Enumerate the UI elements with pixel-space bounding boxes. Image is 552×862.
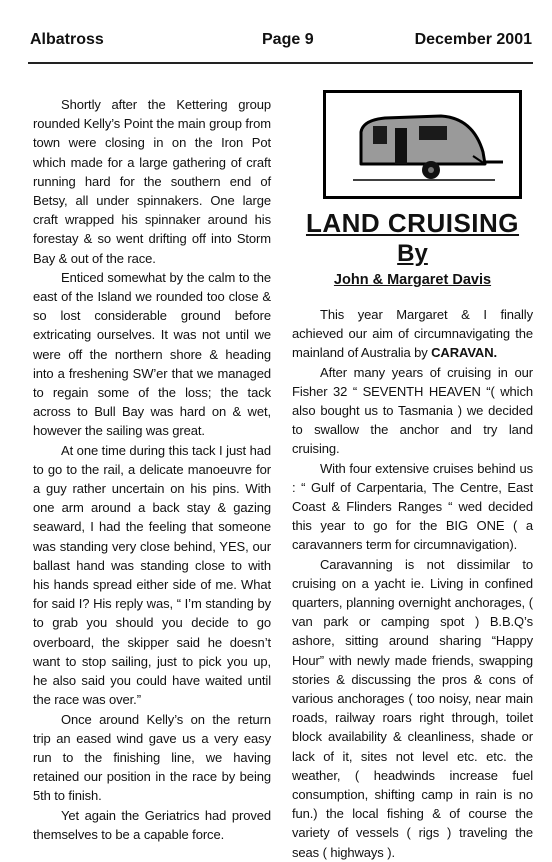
page-number: Page 9 [262,31,314,48]
paragraph: At one time during this tack I just had to go to the rail, a delicate manoeuvre for a guy rather uncertain on his pins. With one arm around a back stay & gazing seaward, I had the feeling that someone was standing very close behind, YES, our ballast hand was standing close to with his hands spread either side of me. What for said I? His reply was, “ I’m standing by to grab you should you decide to go overboard, the skipper said he doesn’t want to stop sailing, just to pick you up, he also said you could have waited until the race was over.” [33,442,271,708]
page-header [30,31,532,55]
article-authors: John & Margaret Davis [333,272,492,288]
article-title-block [292,207,533,290]
publication-name: Albatross [30,31,104,48]
paragraph-text: This year Margaret & I finally achieved our aim of circumnavigating the mainland of Australia by [292,307,533,361]
issue-date: December 2001 [414,31,532,48]
caravan-icon [323,90,522,199]
left-column-article [33,95,271,844]
paragraph: Yet again the Geriatrics had proved themselves to be a capable force. [33,807,271,842]
paragraph: Shortly after the Kettering group rounded Kelly’s Point the main group from town were closing in on the Iron Pot which made for a large gathering of craft running hard for the southern end of Betsy, all under spinnakers. One large craft wrapped his spinnaker around his forestay & so went drifting off into Storm Bay & out of the race. [33,97,271,266]
paragraph [292,305,533,363]
paragraph: Once around Kelly’s on the return trip an eased wind gave us a very easy run to the finishing line, we having retained our position in the race by being 5th to finish. [33,711,271,804]
header-rule [28,62,533,64]
article-title: LAND CRUISING [305,208,520,238]
paragraph-bold-text: CARAVAN. [431,345,498,361]
right-column-article [292,305,533,862]
paragraph: Enticed somewhat by the calm to the east of the Island we rounded too close & so lost considerable ground before extricating ourselves. It was not until we were off the northern shore & heading into a freshening SW’er that we managed to regain some of the loss; the tack across to Bull Bay was hard on & wet, however the sailing was great. [33,269,271,439]
paragraph: With four extensive cruises behind us : “ Gulf of Carpentaria, The Centre, East Coast & Flinders Ranges “ wed decided this year to go for the BIG ONE ( a caravanners term for circumnavigation). [292,460,533,553]
caravan-illustration [323,90,522,199]
byline-by: By [397,240,428,267]
paragraph: After many years of cruising in our Fisher 32 “ SEVENTH HEAVEN “( which also bought us to Tasmania ) we decided to swallow the anchor and try land cruising. [292,364,533,457]
paragraph: Caravanning is not dissimilar to cruising on a yacht ie. Living in confined quarters, planning overnight anchorages, ( van park or camping spot ) B.B.Q’s ashore, sitting around sharing “Happy Hour” with newly made friends, swapping stories & discussing the pros & cons of various anchorages ( too noisy, near main roads, railway roars right through, toilet block availability & cleanliness, shade or lack of it, sites not level etc. etc. the weather, ( headwinds increase fuel consumption, shifting camp in rain is no fun.) the local fishing & of course the variety of vessels ( rigs ) traveling the seas ( highways ). [292,556,533,860]
